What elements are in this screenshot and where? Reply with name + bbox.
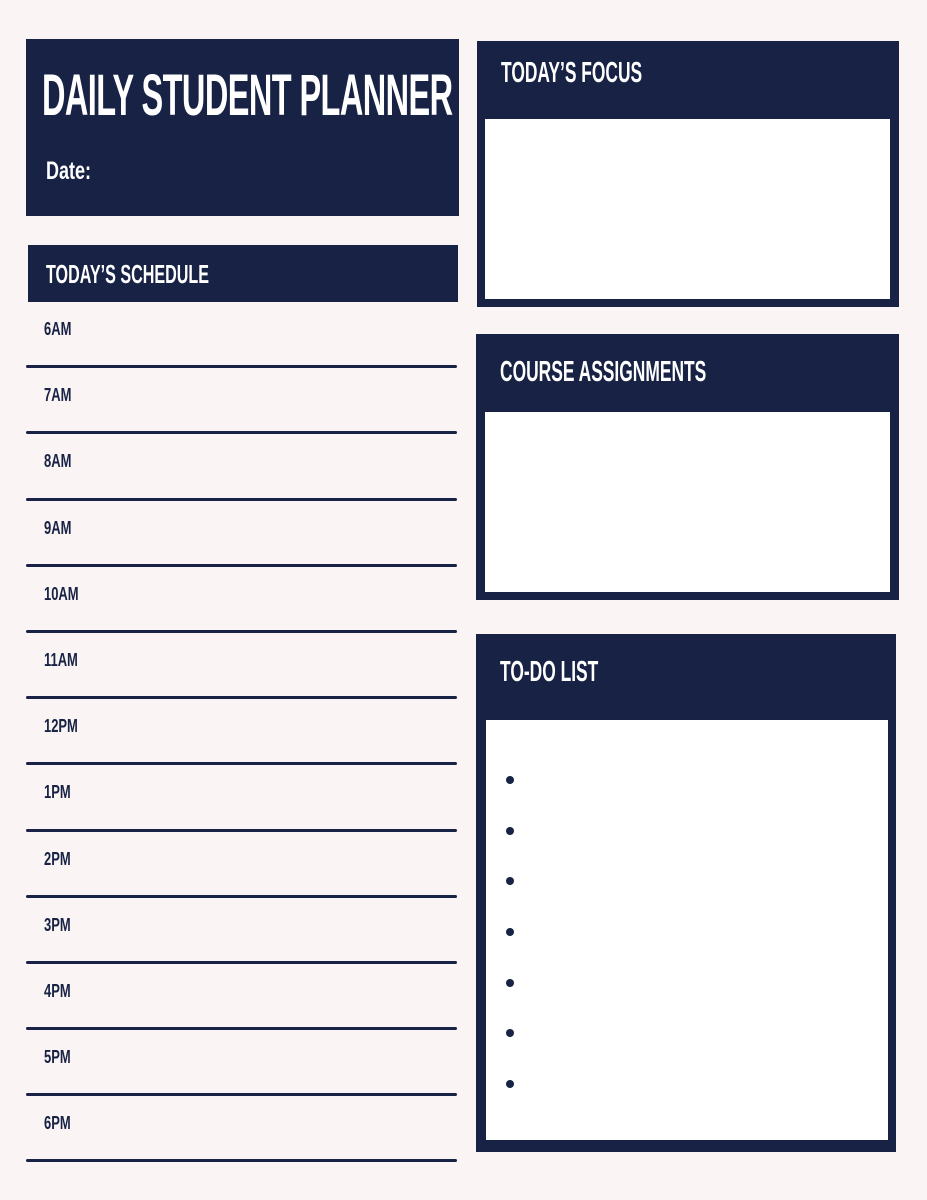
todo-bullet xyxy=(506,1029,514,1037)
schedule-slot[interactable] xyxy=(26,567,457,633)
schedule-header xyxy=(28,245,458,302)
todo-bullet xyxy=(506,827,514,835)
schedule-slot[interactable] xyxy=(26,765,457,831)
schedule-slot[interactable] xyxy=(26,434,457,500)
schedule-slot[interactable] xyxy=(26,633,457,699)
schedule-slot[interactable] xyxy=(26,1030,457,1096)
schedule-title: TODAY’S SCHEDULE xyxy=(46,259,210,289)
focus-panel xyxy=(477,41,899,307)
schedule-slot[interactable] xyxy=(26,832,457,898)
todo-title: TO-DO LIST xyxy=(500,656,599,688)
time-label: 2PM xyxy=(44,848,71,869)
todo-bullet xyxy=(506,877,514,885)
schedule-slot[interactable] xyxy=(26,699,457,765)
schedule-slot[interactable] xyxy=(26,964,457,1030)
time-label: 10AM xyxy=(44,583,79,604)
time-label: 3PM xyxy=(44,914,71,935)
todo-panel xyxy=(476,634,896,1152)
assignments-title: COURSE ASSIGNMENTS xyxy=(500,356,707,388)
schedule-list xyxy=(26,302,457,1162)
time-label: 8AM xyxy=(44,451,72,472)
time-label: 4PM xyxy=(44,980,71,1001)
schedule-slot[interactable] xyxy=(26,1096,457,1162)
assignments-writing-area[interactable] xyxy=(485,412,890,592)
focus-writing-area[interactable] xyxy=(485,119,890,299)
time-label: 9AM xyxy=(44,517,72,538)
time-label: 12PM xyxy=(44,716,78,737)
focus-title: TODAY’S FOCUS xyxy=(501,57,643,89)
assignments-panel xyxy=(476,334,899,600)
todo-bullet xyxy=(506,979,514,987)
time-label: 6PM xyxy=(44,1113,71,1134)
time-label: 11AM xyxy=(44,649,78,670)
time-label: 6AM xyxy=(44,319,72,339)
todo-writing-area[interactable] xyxy=(486,720,888,1140)
write-line xyxy=(26,1159,457,1162)
todo-bullet xyxy=(506,776,514,784)
date-label: Date: xyxy=(46,157,92,185)
schedule-slot[interactable] xyxy=(26,501,457,567)
time-label: 7AM xyxy=(44,385,72,406)
schedule-slot[interactable] xyxy=(26,302,457,368)
time-label: 1PM xyxy=(44,782,71,803)
todo-bullet xyxy=(506,928,514,936)
time-label: 5PM xyxy=(44,1047,71,1068)
page-title: DAILY STUDENT PLANNER xyxy=(42,63,453,128)
todo-bullet xyxy=(506,1080,514,1088)
schedule-slot[interactable] xyxy=(26,368,457,434)
schedule-slot[interactable] xyxy=(26,898,457,964)
title-block xyxy=(26,39,459,216)
